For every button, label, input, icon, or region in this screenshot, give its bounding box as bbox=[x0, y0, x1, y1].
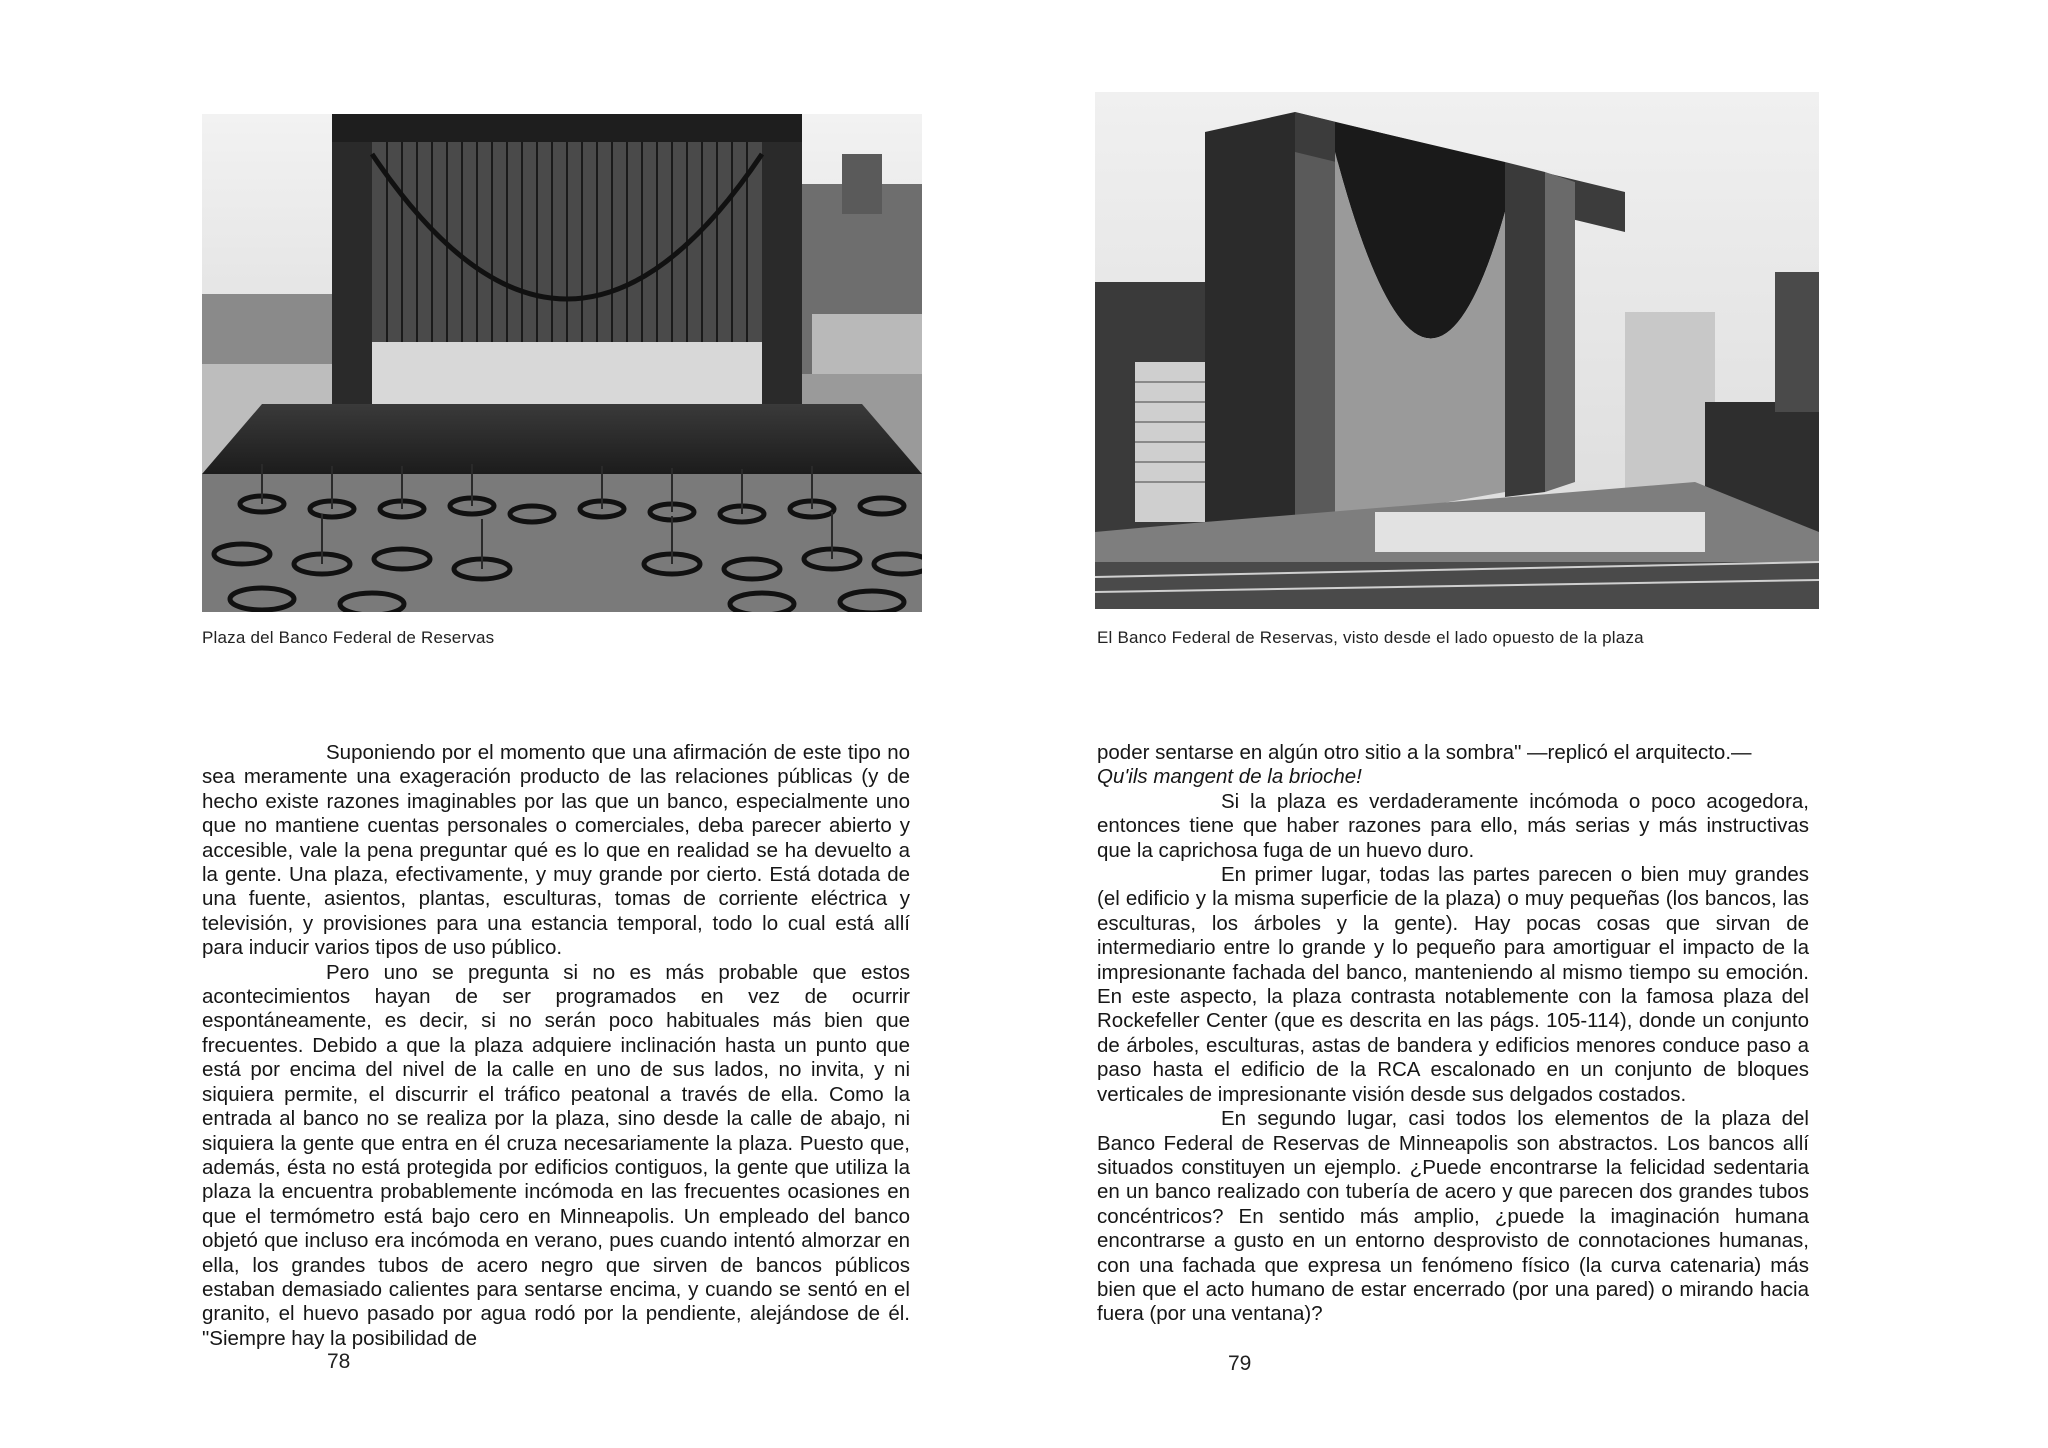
figure-caption: El Banco Federal de Reservas, visto desde el lado opuesto de la plaza bbox=[1097, 628, 1644, 647]
bank-building-image bbox=[1095, 92, 1819, 609]
paragraph: Pero uno se pregunta si no es más probable que estos acontecimientos hayan de ser programados en vez de ocurrir espontáneamente, es decir, si no serán poco habituales más bien que frecuentes. Debido a que la plaza adquiere inclinación hasta un punto que está por encima del nivel de la calle en uno de sus lados, no invita, y ni siquiera permite, el discurrir el tráfico peatonal a través de ella. Como la entrada al banco no se realiza por la plaza, sino desde la calle de abajo, ni siquiera la gente que entra en él cruza necesariamente la plaza. Puesto que, además, ésta no está protegida por edificios contiguos, la gente que utiliza la plaza la encuentra probablemente incómoda en las frecuentes ocasiones en que el termómetro está bajo cero en Minneapolis. Un empleado del banco objetó que incluso era incómoda en verano, pues cuando intentó almorzar en ella, los grandes tubos de acero negro que sirven de bancos públicos estaban demasiado calientes para sentarse encima, y cuando se sentó en el granito, el huevo pasado por agua rodó por la pendiente, alejándose de él. "Siempre hay la posibilidad de bbox=[202, 960, 910, 1350]
page-number: 78 bbox=[327, 1350, 351, 1373]
quote: Qu'ils mangent de la brioche! bbox=[1097, 765, 1362, 789]
figure-caption: Plaza del Banco Federal de Reservas bbox=[202, 628, 495, 647]
photo-plaza bbox=[202, 114, 922, 612]
photo-bank-building bbox=[1095, 92, 1819, 609]
paragraph: poder sentarse en algún otro sitio a la sombra" —replicó el arquitecto.— bbox=[1097, 741, 1752, 764]
page-number: 79 bbox=[1228, 1352, 1252, 1375]
left-body-text bbox=[202, 741, 910, 1351]
plaza-image bbox=[202, 114, 922, 612]
paragraph: Si la plaza es verdaderamente incómoda o poco acogedora, entonces tiene que haber razones para ello, más serias y más instructivas que la caprichosa fuga de un huevo duro. bbox=[1097, 789, 1809, 862]
right-body-text bbox=[1097, 741, 1809, 1327]
paragraph: En segundo lugar, casi todos los elementos de la plaza del Banco Federal de Reservas de Minneapolis son abstractos. Los bancos allí situados constituyen un ejemplo. ¿Puede encontrarse la felicidad sedentaria en un banco realizado con tubería de acero y que parecen dos grandes tubos concéntricos? En sentido más amplio, ¿puede la imaginación humana encontrarse a gusto en un entorno desprovisto de connotaciones humanas, con una fachada que expresa un fenómeno físico (la curva catenaria) más bien que el acto humano de estar encerrado (por una pared) o mirando hacia fuera (por una ventana)? bbox=[1097, 1107, 1809, 1326]
paragraph: Suponiendo por el momento que una afirmación de este tipo no sea meramente una exageración producto de las relaciones públicas (y de hecho existe razones imaginables por las que un banco, especialmente uno que no mantiene cuentas personales o comerciales, deba parecer abierto y accesible, vale la pena preguntar qué es lo que en realidad se ha devuelto a la gente. Una plaza, efectivamente, y muy grande por cierto. Está dotada de una fuente, asientos, plantas, esculturas, tomas de corriente eléctrica y televisión, y provisiones para una estancia temporal, todo lo cual está allí para inducir varios tipos de uso público. bbox=[202, 741, 910, 960]
paragraph: En primer lugar, todas las partes parecen o bien muy grandes (el edificio y la misma superficie de la plaza) o muy pequeñas (los bancos, las esculturas, los árboles y la gente). Hay pocas cosas que sirvan de intermediario entre lo grande y lo pequeño para amortiguar el impacto de la impresionante fachada del banco, manteniendo al mismo tiempo su emoción. En este aspecto, la plaza contrasta notablemente con la famosa plaza del Rockefeller Center (que es descrita en las págs. 105-114), donde un conjunto de árboles, esculturas, astas de bandera y edificios menores conduce paso a paso hasta el edificio de la RCA escalonado en un conjunto de bloques verticales de impresionante visión desde sus delgados costados. bbox=[1097, 863, 1809, 1106]
